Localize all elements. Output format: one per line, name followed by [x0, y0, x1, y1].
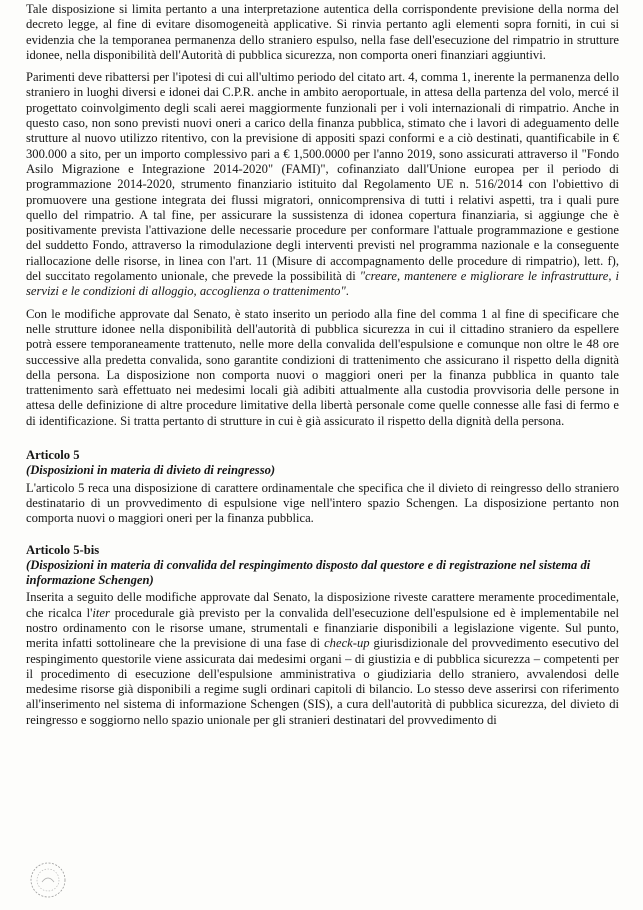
article-5bis-text — [26, 590, 619, 728]
seal-stamp — [28, 860, 68, 900]
article-5bis-subtitle: (Disposizioni in materia di convalida del respingimento disposto dal questore e di registrazione nel sistema di informazione Schengen) — [26, 557, 591, 588]
article-5bis-text-a: Inserita a seguito delle modifiche approvate dal Senato, la disposizione riveste carattere meramente procedimentale, che ricalca l' — [26, 590, 619, 620]
paragraph-airport-end: . — [345, 284, 349, 299]
article-5bis-text-c: giurisdizionale del provvedimento esecutivo del respingimento questorile viene assicurata dai medesimi organi – di giustizia e di pubblica sicurezza – competenti per il procedimento di esecuzione dell'espulsione amministrativa o giudiziaria dello straniero, avvalendosi delle medesime risorse già disponibili a regime sugli ordinari capitoli di bilancio. Lo stesso deve asserirsi con riferimento all'inserimento nel sistema di informazione Schengen (SIS), a cura dell'autorità di pubblica sicurezza, del divieto di reingresso e soggiorno nello spazio unionale per gli stranieri destinatari del provvedimento di — [26, 636, 619, 727]
regulation-quote: "creare, mantenere e migliorare le infrastrutture, i servizi e le condizioni di alloggio, accoglienza o trattenimento" — [26, 269, 619, 299]
paragraph-intro: Tale disposizione si limita pertanto a una interpretazione autentica della corrispondente previsione della norma del decreto legge, al fine di evitare disomogeneità applicative. Si rinvia pertanto agli elementi sopra forniti, in cui si evidenzia che la temporanea permanenza dello straniero espulso, nella fase dell'esecuzione del rimpatrio in strutture idonee, nella disponibilità dell'Autorità di pubblica sicurezza, non comporta oneri finanziari aggiuntivi. — [26, 2, 619, 62]
article-5bis-text-b: procedurale già previsto per la convalida dell'esecuzione dell'espulsione ed è implementabile nel nostro ordinamento con le risorse umane, strumentali e finanziarie disponibili a legislazione vigente. Sul punto, merita infatti sottolineare che la previsione di una fase di — [26, 605, 619, 651]
paragraph-airport — [26, 70, 619, 299]
paragraph-airport-text: Parimenti deve ribattersi per l'ipotesi di cui all'ultimo periodo del citato art. 4, comma 1, inerente la permanenza dello straniero in luoghi diversi e idonei dai C.P.R. anche in ambito aeroportuale, in attesa della partenza del volo, mercé il progettato coinvolgimento degli scali aerei maggiormente funzionali per i voli internazionali di rimpatrio. Anche in questo caso, non sono previsti nuovi oneri a carico della finanza pubblica, stimato che i lavori di adeguamento delle strutture al nuovo utilizzo ritentivo, con la previsione di appositi spazi conformi e a ciò destinati, quantificabile in € 300.000 a sito, per un importo complessivo pari a € 1,500.0000 per l'anno 2019, sono assicurati attraverso il "Fondo Asilo Migrazione e Integrazione 2014-2020" (FAMI)", cofinanziato dall'Unione europea per il periodo di programmazione 2014-2020, strumento finanziario istituito dal Regolamento UE n. 516/2014 con l'obiettivo di promuovere una gestione integrata dei flussi migratori, onnicomprensiva di tutti i relativi aspetti, tra i quali pure quello del rimpatrio. A tal fine, per assicurare la sussistenza di idonea copertura finanziaria, si aggiunge che è positivamente prevista l'attivazione delle necessarie procedure per conformare l'attuale programmazione e gestione del suddetto Fondo, attraverso la rimodulazione degli interventi previsti nel programma nazionale e la conseguente riallocazione delle risorse, in linea con l'art. 11 (Misure di accompagnamento delle procedure di rimpatrio), lett. f), del succitato regolamento unionale, che prevede la possibilità di — [26, 70, 619, 284]
article-5bis-section — [26, 543, 619, 729]
iter-term: iter — [92, 605, 110, 620]
article-5bis-title: Articolo 5-bis — [26, 542, 100, 557]
article-5-title: Articolo 5 — [26, 448, 80, 463]
article-5-text: L'articolo 5 reca una disposizione di carattere ordinamentale che specifica che il divieto di reingresso dello straniero destinatario di un provvedimento di espulsione vige nell'intero spazio Schengen. La disposizione pertanto non comporta nuovi o maggiori oneri per la finanza pubblica. — [26, 480, 619, 526]
checkup-term: check-up — [324, 636, 370, 651]
article-5-section — [26, 448, 619, 526]
article-5-subtitle: (Disposizioni in materia di divieto di reingresso) — [26, 463, 276, 478]
paragraph-senate-changes: Con le modifiche approvate dal Senato, è stato inserito un periodo alla fine del comma 1 al fine di specificare che nelle strutture idonee nella disponibilità dell'autorità di pubblica sicurezza in cui il cittadino straniero da espellere potrà essere temporaneamente trattenuto, nelle more della convalida dell'espulsione e comunque non oltre le 48 ore successive alla predetta convalida, sono garantite condizioni di trattenimento che assicurano il rispetto della dignità della persona. La disposizione non comporta nuovi o maggiori oneri per la finanza pubblica in quanto tale trattenimento sarà effettuato nei medesimi locali già adibiti attualmente alla custodia provvisoria delle persone in attesa delle definizione di altre procedure limitative della libertà personale come quelle connesse alle fasi di fermo e di identificazione. Si tratta pertanto di strutture in cui è già assicurato il rispetto della dignità della persona. — [26, 306, 619, 428]
